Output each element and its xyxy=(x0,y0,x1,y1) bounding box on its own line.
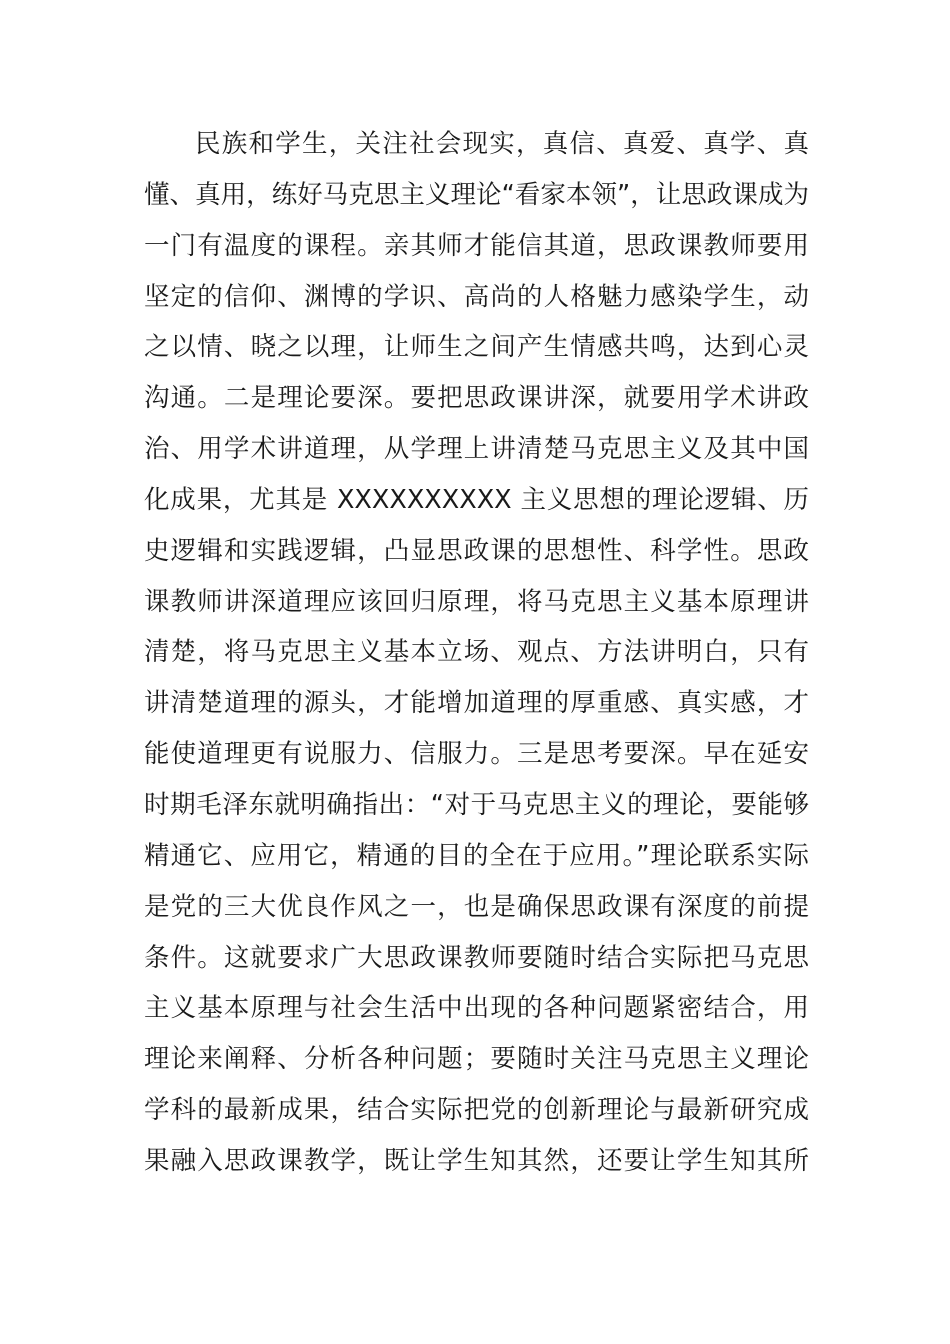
text-line-7: 治、用学术讲道理，从学理上讲清楚马克思主义及其中国 xyxy=(144,434,809,465)
text-line-14: 时期毛泽东就明确指出：“对于马克思主义的理论，要能够 xyxy=(144,789,809,820)
text-line-8: 化成果，尤其是 XXXXXXXXXX 主义思想的理论逻辑、历 xyxy=(144,484,809,515)
text-line-13: 能使道理更有说服力、信服力。三是思考要深。早在延安 xyxy=(144,739,809,770)
text-line-5: 之以情、晓之以理，让师生之间产生情感共鸣，达到心灵 xyxy=(144,332,809,363)
text-line-20: 学科的最新成果，结合实际把党的创新理论与最新研究成 xyxy=(144,1095,809,1126)
text-line-16: 是党的三大优良作风之一，也是确保思政课有深度的前提 xyxy=(144,891,809,922)
text-line-6: 沟通。二是理论要深。要把思政课讲深，就要用学术讲政 xyxy=(144,383,809,414)
text-line-18: 主义基本原理与社会生活中出现的各种问题紧密结合，用 xyxy=(144,993,809,1024)
text-line-15: 精通它、应用它，精通的目的全在于应用。”理论联系实际 xyxy=(144,840,809,871)
text-line-9: 史逻辑和实践逻辑，凸显思政课的思想性、科学性。思政 xyxy=(144,535,809,566)
text-line-4: 坚定的信仰、渊博的学识、高尚的人格魅力感染学生，动 xyxy=(144,281,809,312)
text-line-10: 课教师讲深道理应该回归原理，将马克思主义基本原理讲 xyxy=(144,586,809,617)
text-line-3: 一门有温度的课程。亲其师才能信其道，思政课教师要用 xyxy=(144,230,809,261)
text-line-12: 讲清楚道理的源头，才能增加道理的厚重感、真实感，才 xyxy=(144,688,809,719)
text-line-17: 条件。这就要求广大思政课教师要随时结合实际把马克思 xyxy=(144,942,809,973)
text-line-2: 懂、真用，练好马克思主义理论“看家本领”，让思政课成为 xyxy=(144,179,809,210)
text-line-19: 理论来阐释、分析各种问题；要随时关注马克思主义理论 xyxy=(144,1044,809,1075)
body-paragraph xyxy=(144,121,809,1189)
text-line-11: 清楚，将马克思主义基本立场、观点、方法讲明白，只有 xyxy=(144,637,809,668)
text-line-1: 民族和学生，关注社会现实，真信、真爱、真学、真 xyxy=(195,129,809,159)
text-line-21: 果融入思政课教学，既让学生知其然，还要让学生知其所 xyxy=(144,1145,809,1176)
